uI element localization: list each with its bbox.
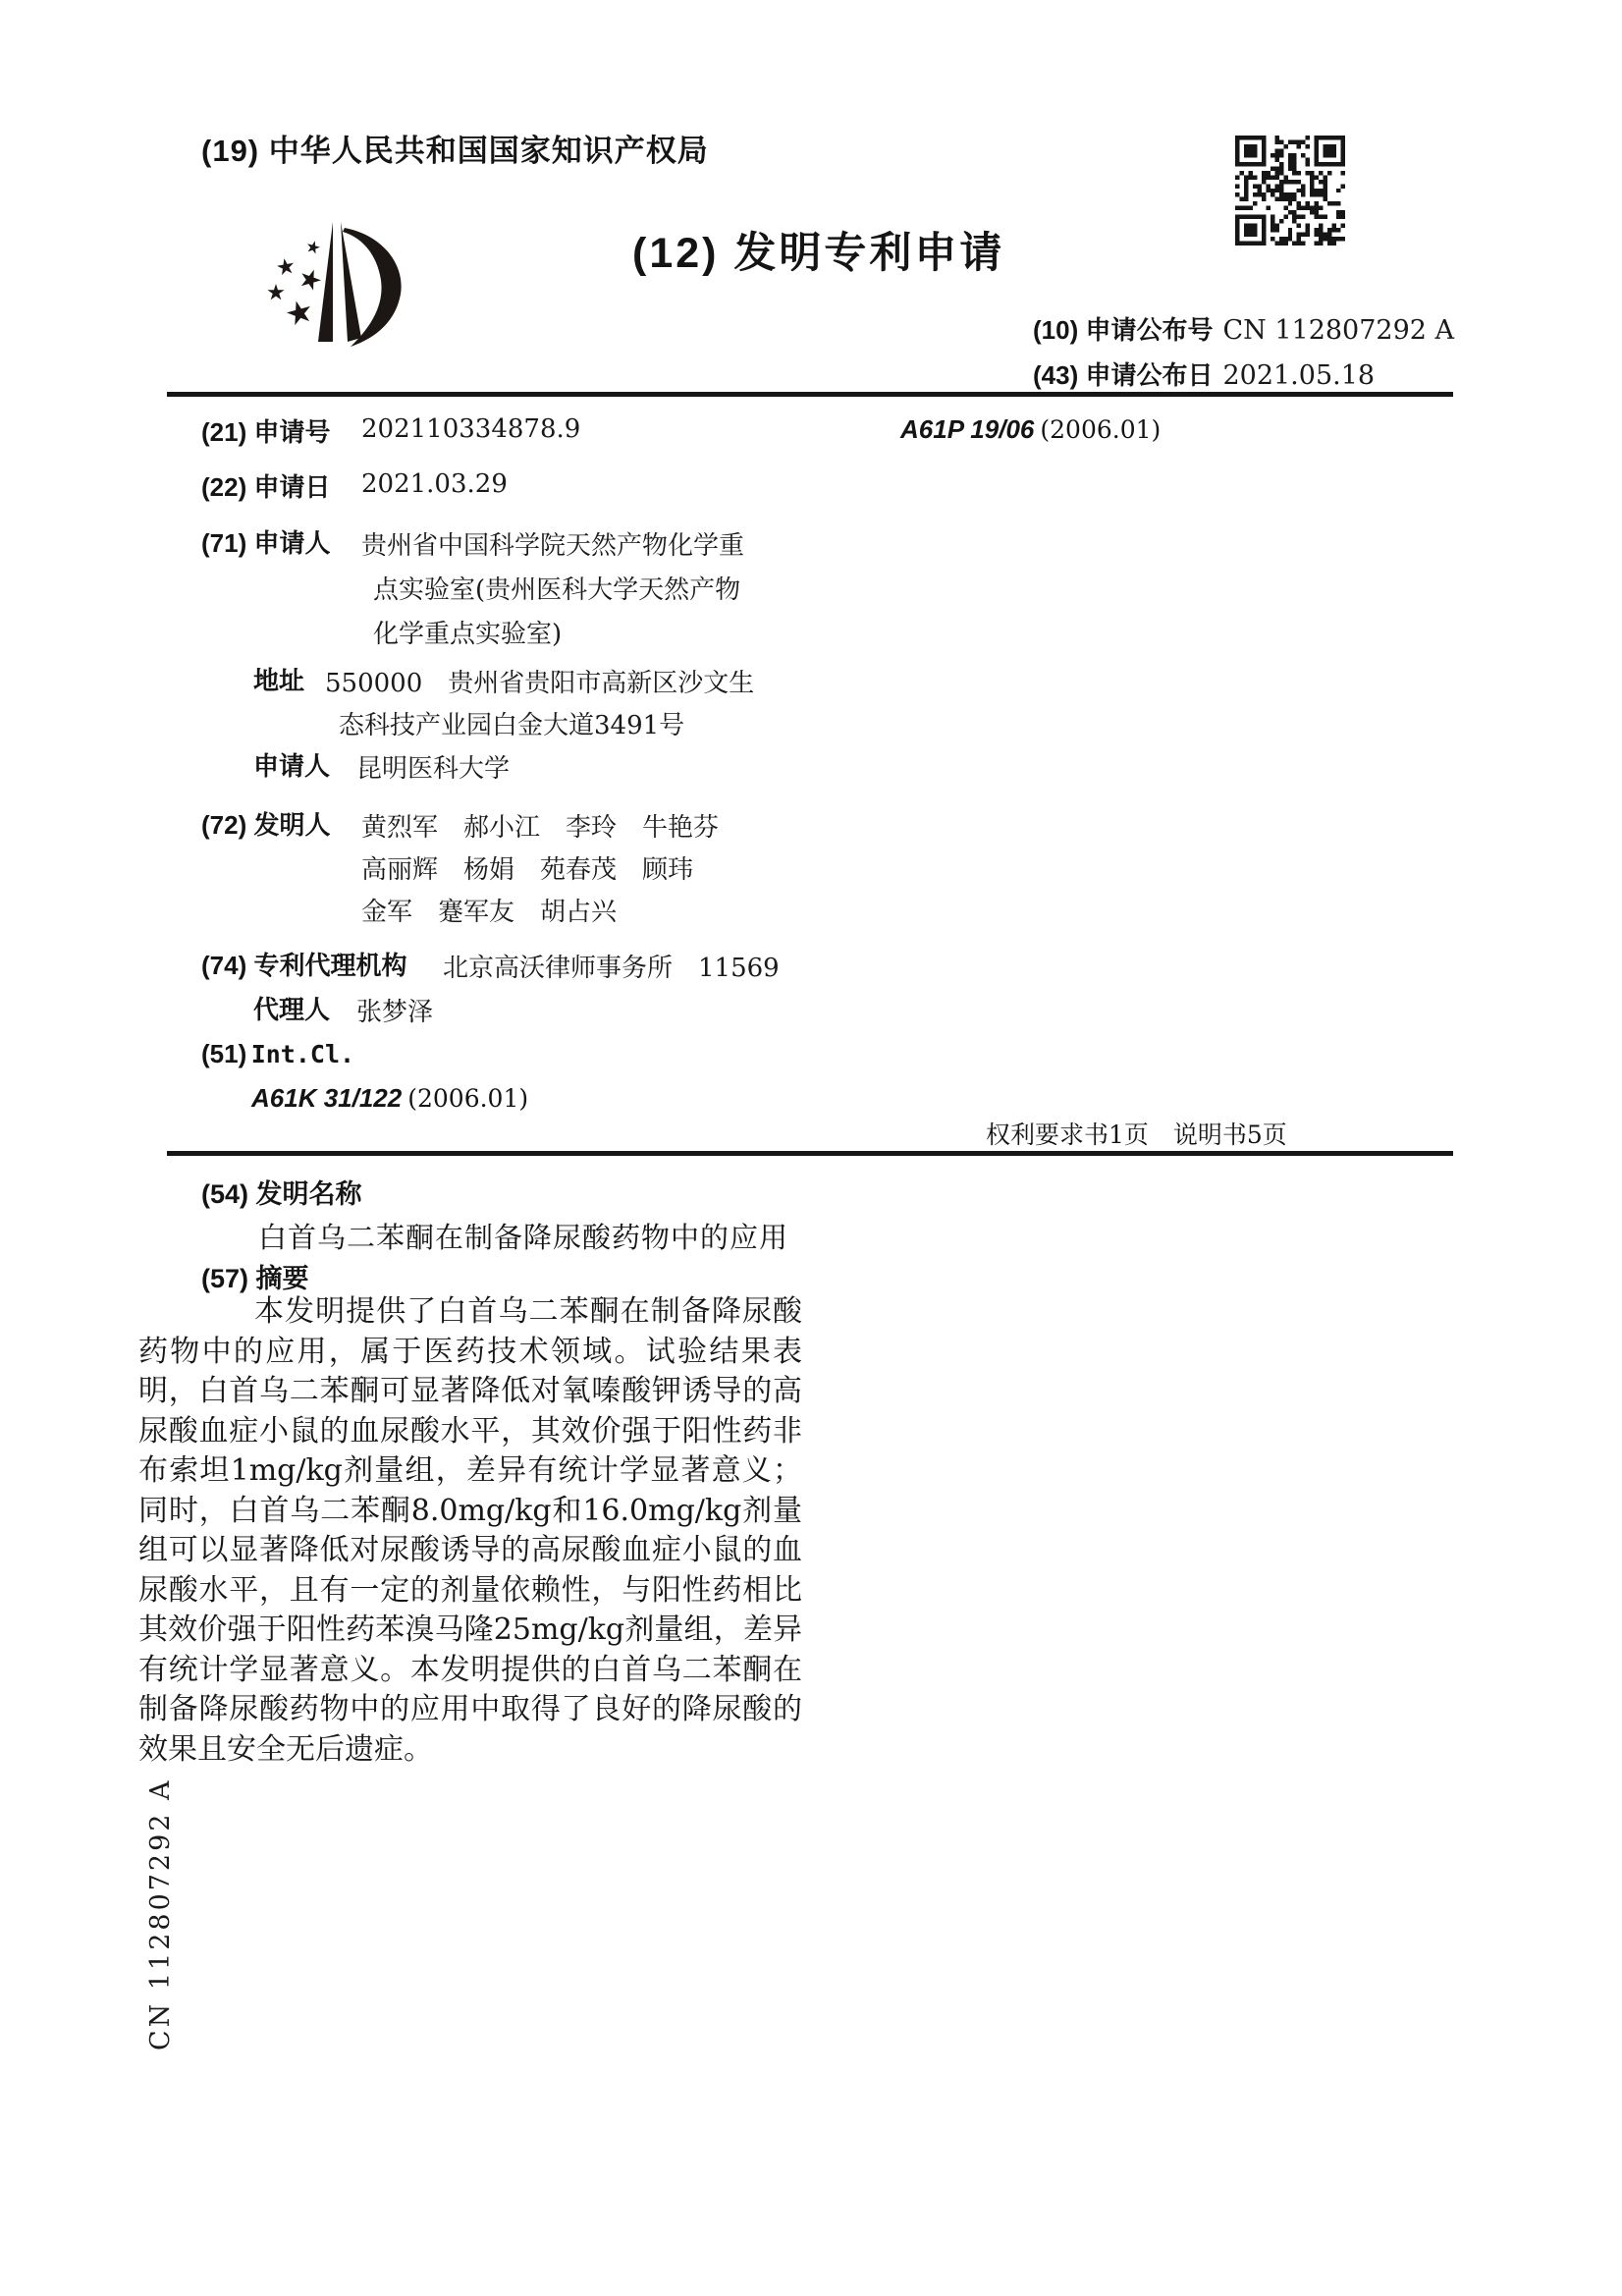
agency-value: 北京高沃律师事务所 11569 [443,954,780,983]
applicant-line3: 化学重点实验室) [373,620,563,649]
int-cl-class-code: A61K 31/122 [251,1083,403,1113]
invention-title-label: (54) 发明名称 [201,1179,362,1209]
int-cl-label: Int.Cl. [250,1040,355,1068]
application-date-value: 2021.03.29 [361,469,508,499]
inventors-line3: 金军 蹇军友 胡占兴 [361,898,618,927]
inventors-line1: 黄烈军 郝小江 李玲 牛艳芬 [361,813,720,843]
abstract-label: (57) 摘要 [201,1264,309,1293]
patent-office-name: (19) 中华人民共和国国家知识产权局 [201,134,709,168]
int-cl-class-row [251,1083,528,1114]
secondary-class-row [900,414,1161,445]
applicant-line2: 点实验室(贵州医科大学天然产物 [373,575,741,605]
secondary-class-code: A61P 19/06 [900,414,1035,444]
second-applicant-label: 申请人 [253,751,331,781]
biblio-divider [167,1151,1453,1156]
document-type-title: (12) 发明专利申请 [632,230,1005,277]
agent-label: 代理人 [253,995,331,1024]
second-applicant-value: 昆明医科大学 [356,754,511,784]
agency-label: (74) 专利代理机构 [201,951,407,980]
agent-value: 张梦泽 [356,998,434,1027]
inventors-label: (72) 发明人 [201,810,331,840]
cnipa-logo-icon [261,218,420,355]
application-date-label: (22) 申请日 [201,472,331,502]
publication-number-row [1033,310,1454,347]
publication-number-label: (10) 申请公布号 [1033,315,1214,345]
applicant-label: (71) 申请人 [201,528,331,558]
applicant-line1: 贵州省中国科学院天然产物化学重 [361,531,745,561]
sidebar-document-id: CN 112807292 A [145,1777,176,2050]
address-line2: 态科技产业园白金大道3491号 [339,711,685,740]
abstract-text: 本发明提供了白首乌二苯酮在制备降尿酸药物中的应用，属于医药技术领域。试验结果表明，白首乌二苯酮可显著降低对氧嗪酸钾诱导的高尿酸血症小鼠的血尿酸水平，其效价强于阳性药非布索坦1mg/kg剂量组，差异有统计学显著意义；同时，白首乌二苯酮8.0mg/kg和16.0mg/kg剂量组可以显著降低对尿酸诱导的高尿酸血症小鼠的血尿酸水平，且有一定的剂量依赖性，与阳性药相比其效价强于阳性药苯溴马隆25mg/kg剂量组，差异有统计学显著意义。本发明提供的白首乌二苯酮在制备降尿酸药物中的应用中取得了良好的降尿酸的效果且安全无后遗症。 [138,1294,802,1767]
qr-code-icon [1235,136,1345,246]
int-cl-number: (51) [201,1039,247,1068]
header-divider [167,392,1453,397]
pages-info: 权利要求书1页 说明书5页 [986,1121,1287,1149]
publication-date-label: (43) 申请公布日 [1033,360,1214,390]
address-line1: 550000 贵州省贵阳市高新区沙文生 [325,669,755,698]
int-cl-class-version: (2006.01) [407,1084,529,1113]
invention-title: 白首乌二苯酮在制备降尿酸药物中的应用 [258,1221,789,1254]
int-cl-row [201,1039,354,1069]
application-number-value: 202110334878.9 [361,414,581,444]
publication-date-row [1033,355,1375,392]
inventors-line2: 高丽辉 杨娟 苑春茂 顾玮 [361,855,694,885]
application-number-label: (21) 申请号 [201,417,331,447]
publication-date-value: 2021.05.18 [1222,360,1376,391]
address-label: 地址 [253,666,305,695]
secondary-class-version: (2006.01) [1040,415,1162,444]
publication-number-value: CN 112807292 A [1222,315,1455,346]
